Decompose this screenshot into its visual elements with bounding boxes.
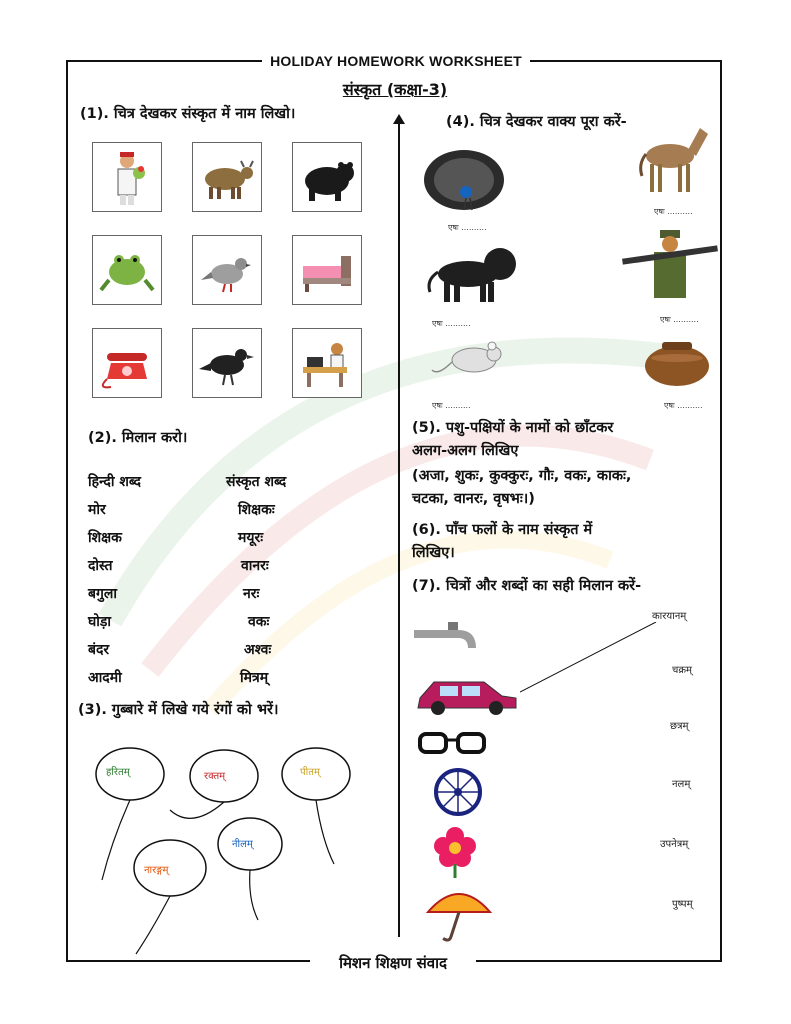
lion-icon [424, 240, 524, 306]
q2-row [88, 556, 388, 575]
q7-word-tap: नलम् [672, 779, 691, 790]
q5-label-continued: अलग-अलग लिखिए [412, 443, 519, 459]
q1-picture-bear [292, 142, 362, 212]
q2-sanskrit-word: अश्वः [244, 642, 272, 658]
q1-picture-pigeon [192, 235, 262, 305]
balloon-label-green: हरितम् [106, 767, 130, 778]
q5-word-list: (अजा, शुकः, कुक्कुरः, गौः, वकः, काकः, [412, 468, 632, 484]
q2-left-header: हिन्दी शब्द [88, 474, 141, 490]
q4-answer-blank: एषः .......... [654, 207, 693, 216]
q7-word-flower: पुष्पम् [672, 899, 693, 910]
q7-label: (7). चित्रों और शब्दों का सही मिलान करें- [412, 578, 642, 594]
q4-answer-blank: एषः .......... [660, 315, 699, 324]
q2-hindi-word: घोड़ा [88, 614, 112, 630]
tap-icon [414, 618, 482, 664]
q2-label: (2). मिलान करो। [88, 430, 188, 446]
q2-row [88, 528, 388, 547]
q1-picture-frog [92, 235, 162, 305]
peacock-icon [420, 146, 520, 212]
q2-sanskrit-word: मयूरः [238, 530, 264, 546]
balloon-label-blue: नीलम् [232, 839, 253, 850]
q2-sanskrit-word: मित्रम् [240, 670, 269, 686]
q4-answer-blank: एषः .......... [448, 223, 487, 232]
q5-label: (5). पशु-पक्षियों के नामों को छाँटकर [412, 420, 614, 436]
bear-icon [297, 147, 357, 207]
q1-picture-man [92, 142, 162, 212]
pigeon-icon [197, 240, 257, 300]
q2-sanskrit-word: वकः [248, 614, 270, 630]
q5-word-list-continued: चटका, वानरः, वृषभः।) [412, 491, 535, 507]
q2-header-row [88, 472, 388, 491]
q6-label-continued: लिखिए। [412, 545, 455, 561]
footer-brand: मिशन शिक्षण संवाद [310, 952, 476, 974]
telephone-icon [97, 333, 157, 393]
wheel-icon [430, 766, 486, 818]
q2-row [88, 668, 388, 687]
bed-icon [297, 240, 357, 300]
q1-picture-crow [192, 328, 262, 398]
q1-label: (1). चित्र देखकर संस्कृत में नाम लिखो। [80, 106, 296, 122]
crow-icon [197, 333, 257, 393]
subject-heading: संस्कृत (कक्षा-3) [342, 80, 448, 99]
column-divider [398, 122, 400, 937]
q2-hindi-word: मोर [88, 502, 106, 518]
q2-sanskrit-word: शिक्षकः [238, 502, 275, 518]
q2-hindi-word: शिक्षक [88, 530, 122, 546]
q2-hindi-word: बगुला [88, 586, 117, 602]
q1-picture-ox [192, 142, 262, 212]
flower-icon [430, 824, 480, 878]
q2-hindi-word: आदमी [88, 670, 122, 686]
q4-answer-blank: एषः .......... [432, 401, 471, 410]
q2-row [88, 584, 388, 603]
balloon-label-yellow: पीतम् [300, 767, 320, 778]
car-icon [414, 670, 520, 718]
q2-sanskrit-word: नरः [243, 586, 260, 602]
horse-icon [634, 120, 714, 200]
q1-picture-tailor [292, 328, 362, 398]
umbrella-icon [424, 882, 494, 946]
frog-icon [97, 240, 157, 300]
q7-matching-line [520, 622, 660, 694]
q2-hindi-word: दोस्त [88, 558, 113, 574]
q2-hindi-word: बंदर [88, 642, 110, 658]
q1-picture-telephone [92, 328, 162, 398]
worksheet-title: HOLIDAY HOMEWORK WORKSHEET [262, 50, 530, 72]
q1-picture-bed [292, 235, 362, 305]
q7-word-wheel: चक्रम् [672, 665, 693, 676]
q7-word-car: कारयानम् [652, 611, 687, 622]
q2-row [88, 500, 388, 519]
q2-right-header: संस्कृत शब्द [226, 474, 287, 490]
q6-label: (6). पाँच फलों के नाम संस्कृत में [412, 522, 593, 538]
q2-row [88, 612, 388, 631]
q4-label: (4). चित्र देखकर वाक्य पूरा करें- [446, 114, 627, 130]
q3-label: (3). गुब्बारे में लिखे गये रंगों को भरें। [78, 702, 279, 718]
balloon-label-orange: नारङ्गम् [144, 865, 169, 876]
q7-word-umbrella: छत्रम् [670, 721, 689, 732]
rat-icon [430, 336, 514, 386]
balloon-label-red: रक्तम् [204, 771, 226, 782]
tailor-icon [297, 333, 357, 393]
q2-sanskrit-word: वानरः [241, 558, 269, 574]
pot-icon [640, 338, 714, 388]
q4-answer-blank: एषः .......... [664, 401, 703, 410]
q7-word-spectacles: उपनेत्रम् [660, 839, 689, 850]
q4-answer-blank: एषः .......... [432, 319, 471, 328]
soldier-icon [622, 226, 718, 302]
spectacles-icon [416, 726, 490, 760]
q2-row [88, 640, 388, 659]
man-with-flowers-icon [97, 147, 157, 207]
ox-icon [197, 147, 257, 207]
